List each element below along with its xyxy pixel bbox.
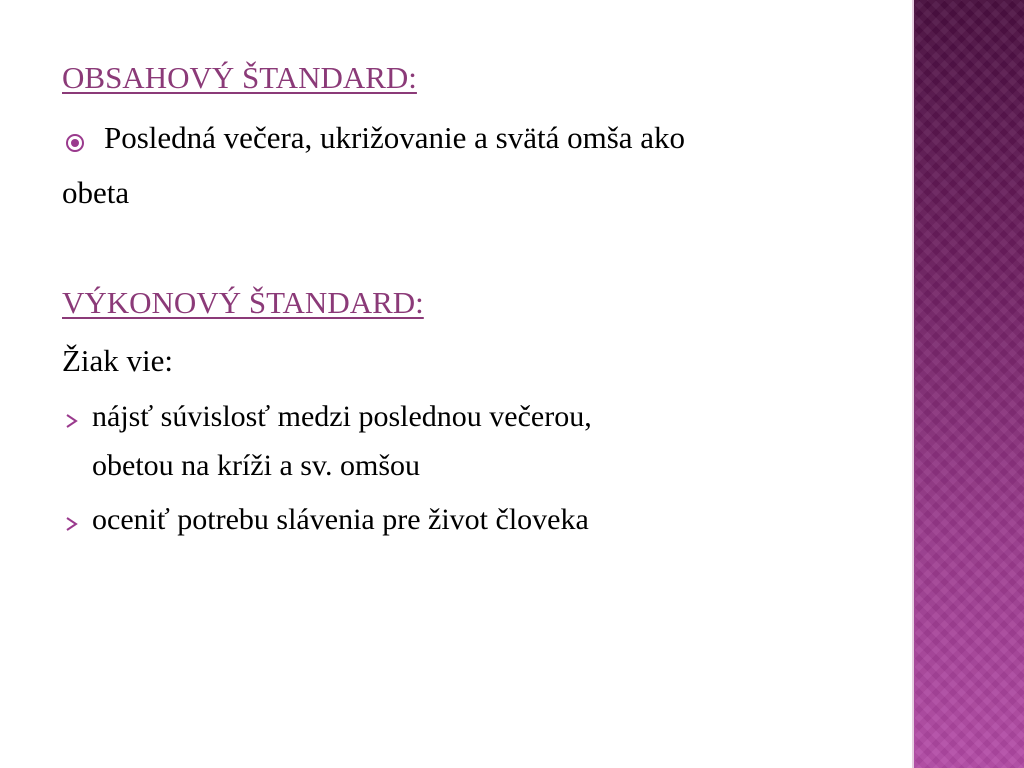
bullet-content-line2: obeta bbox=[62, 175, 130, 210]
outcome-item-2: oceniť potrebu slávenia pre život človeka bbox=[92, 503, 589, 536]
heading-vykonovy-standard: VÝKONOVÝ ŠTANDARD: bbox=[62, 285, 424, 320]
heading-obsahovy-standard: OBSAHOVÝ ŠTANDARD: bbox=[62, 60, 417, 95]
outcome-item-1-line2: obetou na kríži a sv. omšou bbox=[92, 449, 420, 482]
intro-text: Žiak vie: bbox=[62, 343, 174, 378]
decorative-side-band bbox=[912, 0, 1024, 768]
outcome-item-1-line1: nájsť súvislosť medzi poslednou večerou, bbox=[92, 400, 592, 433]
arrow-bullet-icon bbox=[63, 515, 81, 533]
bullet-content-line1: Posledná večera, ukrižovanie a svätá omša ako bbox=[104, 120, 686, 155]
arrow-bullet-icon bbox=[63, 412, 81, 430]
target-bullet-icon bbox=[64, 132, 86, 154]
